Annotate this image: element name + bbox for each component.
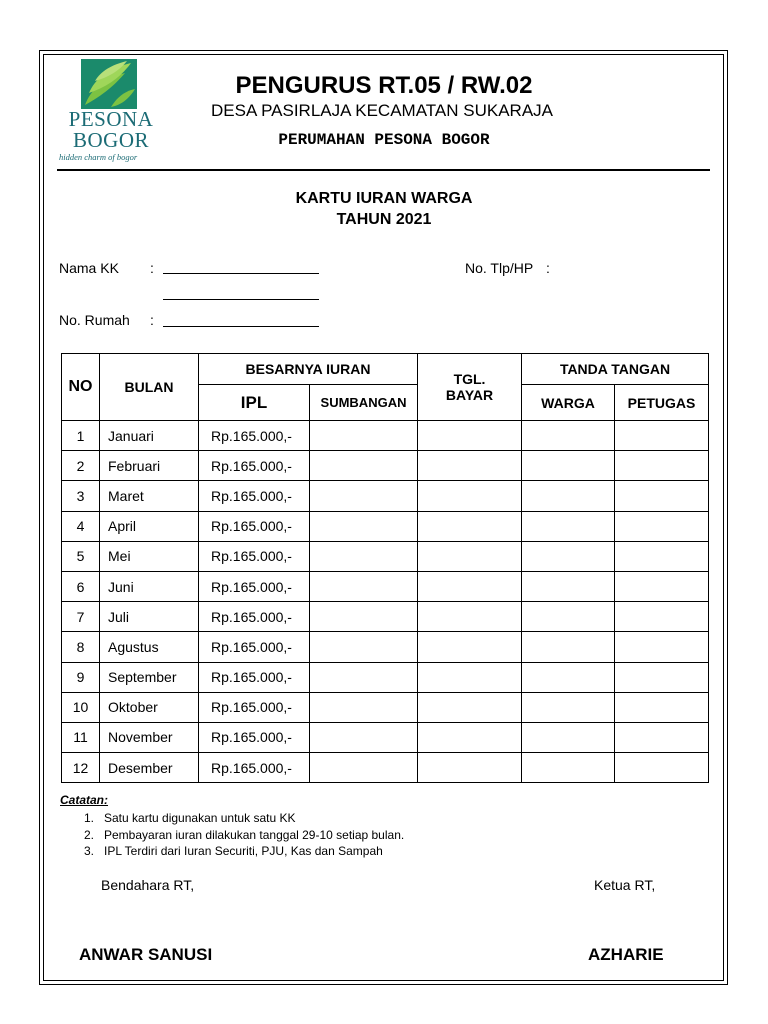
cell-ttd-petugas[interactable] [615, 602, 709, 632]
table-row [62, 421, 709, 451]
cell-ipl: Rp.165.000,- [199, 632, 310, 662]
cell-bulan: November [100, 722, 199, 752]
cell-tgl-bayar[interactable] [418, 571, 522, 601]
cell-bulan: April [100, 511, 199, 541]
nama-kk-colon: : [150, 260, 154, 276]
cell-ttd-petugas[interactable] [615, 632, 709, 662]
table-row [62, 722, 709, 752]
cell-bulan: September [100, 662, 199, 692]
chairman-role: Ketua RT, [594, 877, 656, 893]
cell-no: 3 [62, 481, 100, 511]
cell-no: 4 [62, 511, 100, 541]
cell-sumbangan[interactable] [310, 481, 418, 511]
cell-bulan: Juli [100, 602, 199, 632]
cell-ipl: Rp.165.000,- [199, 571, 310, 601]
cell-sumbangan[interactable] [310, 451, 418, 481]
cell-no: 1 [62, 421, 100, 451]
house-number-colon: : [150, 312, 154, 328]
cell-ttd-warga[interactable] [522, 662, 615, 692]
cell-ttd-petugas[interactable] [615, 753, 709, 783]
chairman-name: AZHARIE [588, 945, 664, 964]
dues-table [61, 353, 709, 783]
header-ipl: IPL [199, 385, 310, 421]
cell-sumbangan[interactable] [310, 511, 418, 541]
cell-ipl: Rp.165.000,- [199, 451, 310, 481]
header-sumbangan: SUMBANGAN [310, 385, 418, 421]
cell-sumbangan[interactable] [310, 753, 418, 783]
cell-ttd-petugas[interactable] [615, 451, 709, 481]
table-row [62, 451, 709, 481]
cell-bulan: Maret [100, 481, 199, 511]
logo-wordmark-line2: BOGOR [72, 128, 149, 152]
nama-kk-label: Nama KK [59, 260, 119, 276]
table-row [62, 571, 709, 601]
header-no: NO [62, 354, 100, 421]
treasurer-name: ANWAR SANUSI [79, 945, 213, 964]
cell-sumbangan[interactable] [310, 632, 418, 662]
cell-sumbangan[interactable] [310, 571, 418, 601]
cell-no: 10 [62, 692, 100, 722]
table-row [62, 541, 709, 571]
table-row [62, 662, 709, 692]
logo-tagline: hidden charm of bogor [59, 152, 138, 162]
cell-ttd-petugas[interactable] [615, 722, 709, 752]
cell-sumbangan[interactable] [310, 662, 418, 692]
cell-ttd-warga[interactable] [522, 481, 615, 511]
cell-no: 9 [62, 662, 100, 692]
table-row [62, 511, 709, 541]
cell-tgl-bayar[interactable] [418, 602, 522, 632]
cell-ttd-warga[interactable] [522, 632, 615, 662]
treasurer-role: Bendahara RT, [101, 877, 195, 893]
cell-ipl: Rp.165.000,- [199, 541, 310, 571]
cell-ttd-petugas[interactable] [615, 541, 709, 571]
cell-tgl-bayar[interactable] [418, 481, 522, 511]
cell-ttd-warga[interactable] [522, 692, 615, 722]
table-row [62, 602, 709, 632]
cell-no: 2 [62, 451, 100, 481]
logo-wordmark-line1: PESONA [68, 107, 154, 131]
cell-no: 8 [62, 632, 100, 662]
cell-ttd-warga[interactable] [522, 722, 615, 752]
cell-ttd-warga[interactable] [522, 451, 615, 481]
header-tgl-line1: TGL. [453, 371, 486, 387]
cell-no: 11 [62, 722, 100, 752]
header-tgl-bayar [418, 354, 522, 421]
cell-ipl: Rp.165.000,- [199, 662, 310, 692]
phone-label: No. Tlp/HP [465, 260, 534, 276]
phone-colon: : [546, 260, 550, 276]
cell-bulan: Februari [100, 451, 199, 481]
cell-ipl: Rp.165.000,- [199, 421, 310, 451]
cell-tgl-bayar[interactable] [418, 722, 522, 752]
cell-ttd-petugas[interactable] [615, 481, 709, 511]
cell-no: 5 [62, 541, 100, 571]
cell-ipl: Rp.165.000,- [199, 602, 310, 632]
cell-ttd-warga[interactable] [522, 602, 615, 632]
cell-sumbangan[interactable] [310, 541, 418, 571]
cell-sumbangan[interactable] [310, 692, 418, 722]
cell-ttd-warga[interactable] [522, 421, 615, 451]
cell-no: 12 [62, 753, 100, 783]
header-tgl-line2: BAYAR [445, 387, 494, 403]
cell-bulan: Oktober [100, 692, 199, 722]
table-row [62, 481, 709, 511]
cell-ipl: Rp.165.000,- [199, 511, 310, 541]
cell-bulan: Agustus [100, 632, 199, 662]
cell-sumbangan[interactable] [310, 722, 418, 752]
cell-tgl-bayar[interactable] [418, 451, 522, 481]
house-number-field-line[interactable] [163, 326, 319, 327]
cell-ttd-petugas[interactable] [615, 692, 709, 722]
pesona-bogor-logo [55, 58, 170, 168]
header-tanda-tangan: TANDA TANGAN [522, 354, 709, 385]
cell-ttd-warga[interactable] [522, 541, 615, 571]
cell-no: 7 [62, 602, 100, 632]
header-bulan: BULAN [100, 354, 199, 421]
table-row [62, 632, 709, 662]
header-subtitle: DESA PASIRLAJA KECAMATAN SUKARAJA [211, 101, 553, 120]
header-divider [57, 169, 710, 171]
header-housing: PERUMAHAN PESONA BOGOR [278, 131, 490, 149]
card-title: KARTU IURAN WARGA [295, 190, 473, 207]
leaf-logo-icon [81, 59, 137, 109]
cell-tgl-bayar[interactable] [418, 753, 522, 783]
nama-kk-field-line-1[interactable] [163, 273, 319, 274]
cell-tgl-bayar[interactable] [418, 662, 522, 692]
header-title: PENGURUS RT.05 / RW.02 [235, 72, 533, 99]
cell-sumbangan[interactable] [310, 421, 418, 451]
table-row [62, 692, 709, 722]
cell-ipl: Rp.165.000,- [199, 753, 310, 783]
cell-tgl-bayar[interactable] [418, 541, 522, 571]
cell-ipl: Rp.165.000,- [199, 692, 310, 722]
cell-ttd-petugas[interactable] [615, 511, 709, 541]
notes-title: Catatan: [60, 793, 109, 807]
cell-ttd-warga[interactable] [522, 511, 615, 541]
cell-tgl-bayar[interactable] [418, 421, 522, 451]
nama-kk-field-line-2[interactable] [163, 299, 319, 300]
cell-bulan: Desember [100, 753, 199, 783]
header-warga: WARGA [522, 385, 615, 421]
cell-tgl-bayar[interactable] [418, 632, 522, 662]
cell-bulan: Januari [100, 421, 199, 451]
cell-ipl: Rp.165.000,- [199, 722, 310, 752]
cell-ttd-warga[interactable] [522, 571, 615, 601]
cell-ttd-petugas[interactable] [615, 421, 709, 451]
header-besarnya-iuran: BESARNYA IURAN [199, 354, 418, 385]
cell-ttd-petugas[interactable] [615, 662, 709, 692]
note-item: 2. Pembayaran iuran dilakukan tanggal 29-10 setiap bulan. [83, 827, 405, 842]
cell-ttd-warga[interactable] [522, 753, 615, 783]
cell-bulan: Juni [100, 571, 199, 601]
cell-tgl-bayar[interactable] [418, 692, 522, 722]
notes-list [60, 810, 560, 860]
cell-bulan: Mei [100, 541, 199, 571]
header-petugas: PETUGAS [615, 385, 709, 421]
house-number-label: No. Rumah [59, 312, 130, 328]
cell-tgl-bayar[interactable] [418, 511, 522, 541]
note-item: 3. IPL Terdiri dari Iuran Securiti, PJU, Kas dan Sampah [83, 844, 383, 858]
cell-ttd-petugas[interactable] [615, 571, 709, 601]
note-item: 1. Satu kartu digunakan untuk satu KK [83, 811, 296, 825]
cell-ipl: Rp.165.000,- [199, 481, 310, 511]
cell-sumbangan[interactable] [310, 602, 418, 632]
table-row [62, 753, 709, 783]
cell-no: 6 [62, 571, 100, 601]
card-year: TAHUN 2021 [336, 211, 432, 228]
